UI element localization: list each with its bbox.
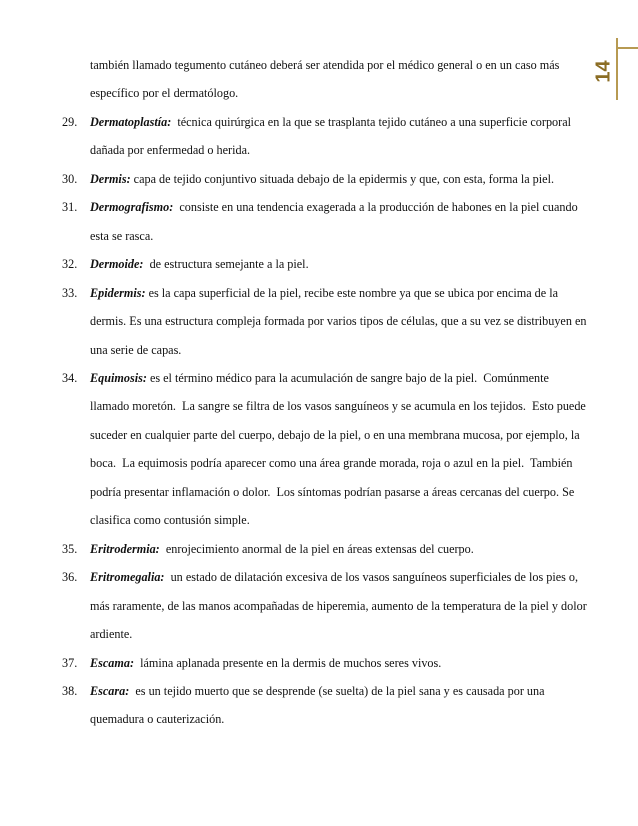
glossary-entry-29 <box>62 108 590 165</box>
entry-term: Eritromegalia: <box>90 570 165 585</box>
entry-term: Escama: <box>90 655 135 670</box>
entry-number: 30. <box>62 171 78 186</box>
entry-number: 33. <box>62 285 78 300</box>
glossary-entry-34 <box>62 364 590 535</box>
glossary-entry-36 <box>62 563 590 648</box>
glossary-entry-31 <box>62 193 590 250</box>
glossary-content <box>62 51 590 734</box>
entry-term: Dermoide: <box>90 257 144 272</box>
glossary-entry-38 <box>62 677 590 734</box>
glossary-entry-32 <box>62 250 590 278</box>
glossary-entry-33 <box>62 279 590 364</box>
glossary-entry-30 <box>62 165 590 193</box>
entry-term: Eritrodermia: <box>90 541 160 556</box>
entry-definition: de estructura semejante a la piel. <box>143 257 309 272</box>
entry-term: Escara: <box>90 683 130 698</box>
page-number-text: 14 <box>592 59 615 83</box>
entry-definition: consiste en una tendencia exagerada a la producción de habones en la piel cuando esta se rasca. <box>90 200 581 243</box>
entry-number: 36. <box>62 570 78 585</box>
entry-definition: es la capa superficial de la piel, recibe este nombre ya que se ubica por encima de la dermis. Es una estructura compleja formada por varios tipos de células, que a su vez se distribuyen en una serie de capas. <box>90 285 590 357</box>
entry-number: 37. <box>62 655 78 670</box>
glossary-entry-35 <box>62 535 590 563</box>
entry-term: Equimosis: <box>90 370 147 385</box>
entry-definition: es el término médico para la acumulación de sangre bajo de la piel. Comúnmente llamado moretón. La sangre se filtra de los vasos sanguíneos y se acumula en los tejidos. Esto puede suceder en cualquier parte del cuerpo, debajo de la piel, o en una membrana mucosa, por ejemplo, la boca. La equimosis podría aparecer como una área grande morada, roja o azul en la piel. También podría presentar inflamación o dolor. Los síntomas podrían pasarse a áreas cercanas del cuerpo. Se clasifica como contusión simple. <box>90 370 589 528</box>
continuation-paragraph: también llamado tegumento cutáneo deberá ser atendida por el médico general o en un caso más específico por el dermatólogo. <box>90 58 560 101</box>
entry-definition: enrojecimiento anormal de la piel en áreas extensas del cuerpo. <box>159 541 474 556</box>
entry-number: 38. <box>62 683 78 698</box>
entry-term: Dermografismo: <box>90 200 174 215</box>
entry-number: 32. <box>62 257 78 272</box>
entry-definition: lámina aplanada presente en la dermis de muchos seres vivos. <box>134 655 442 670</box>
entry-definition: técnica quirúrgica en la que se trasplanta tejido cutáneo a una superficie corporal dañada por enfermedad o herida. <box>90 114 575 158</box>
entry-number: 34. <box>62 370 78 385</box>
entry-definition: es un tejido muerto que se desprende (se suelta) de la piel sana y es causada por una quemadura o cauterización. <box>90 683 548 727</box>
entry-number: 31. <box>62 200 78 215</box>
entry-definition: capa de tejido conjuntivo situada debajo de la epidermis y que, con esta, forma la piel. <box>130 171 554 186</box>
entry-term: Dermis: <box>90 171 131 186</box>
entry-term: Epidermis: <box>90 285 146 300</box>
entry-number: 29. <box>62 114 78 129</box>
entry-number: 35. <box>62 541 78 556</box>
page-number-rule-horizontal <box>617 47 638 49</box>
page-number <box>591 44 617 98</box>
glossary-entry-37 <box>62 649 590 677</box>
entry-definition: un estado de dilatación excesiva de los vasos sanguíneos superficiales de los pies o, más raramente, de las manos acompañadas de hiperemia, aumento de la temperatura de la piel y dolor ardiente. <box>90 570 590 642</box>
entry-term: Dermatoplastía: <box>90 114 172 129</box>
